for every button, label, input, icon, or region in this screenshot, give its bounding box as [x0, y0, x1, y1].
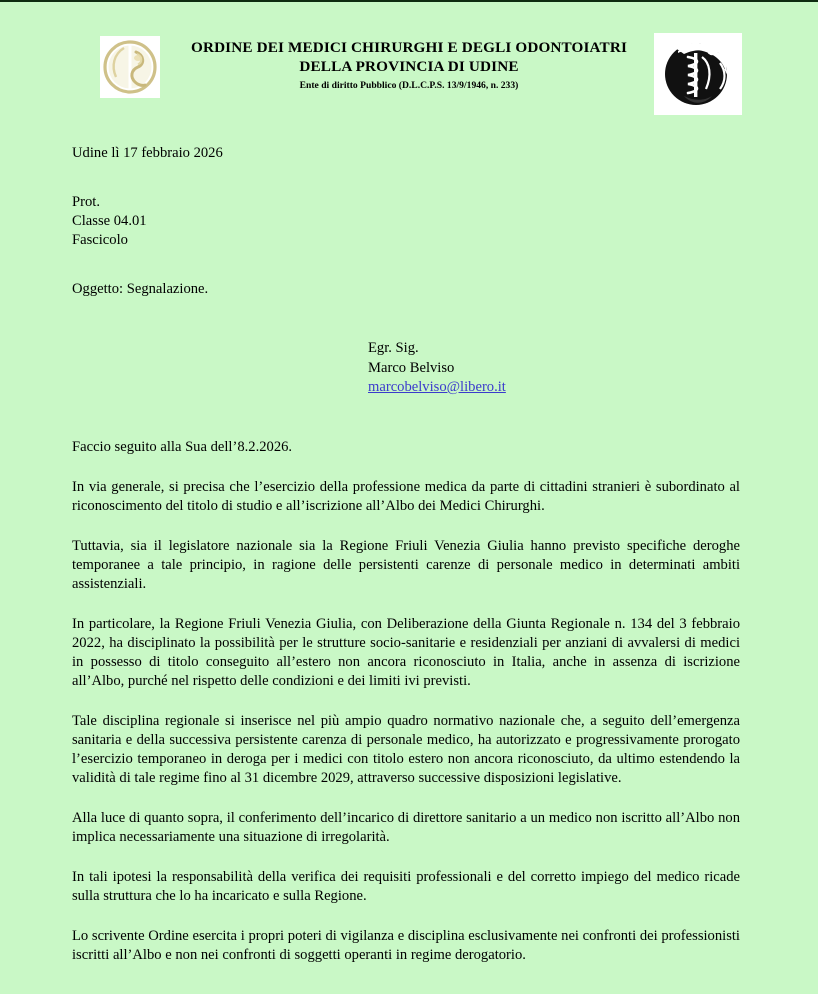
protocol-file: Fascicolo: [72, 232, 128, 249]
letter-body: [72, 132, 740, 965]
paragraph-8: Lo scrivente Ordine esercita i propri poteri di vigilanza e disciplina esclusivamente nei confronti dei professionisti iscritti all’Albo e non nei confronti di soggetti operanti in regime derogatorio.: [72, 927, 740, 963]
letterhead: [0, 2, 818, 120]
addressee-email-link[interactable]: marcobelviso@libero.it: [368, 378, 506, 395]
paragraph-4: In particolare, la Regione Friuli Venezia Giulia, con Deliberazione della Giunta Regionale n. 134 del 3 febbraio 2022, ha disciplinato la possibilità per le strutture socio-sanitarie e residenziali per anziani di avvalersi di medici in possesso di titolo conseguito all’estero non ancora riconosciuto in Italia, anche in assenza di iscrizione all’Albo, purché nel rispetto delle condizioni e dei limiti ivi previsti.: [72, 616, 740, 690]
paragraph-2: In via generale, si precisa che l’esercizio della professione medica da parte di cittadini stranieri è subordinato al riconoscimento del titolo di studio e all’iscrizione all’Albo dei Medici Chirurghi.: [72, 479, 740, 515]
paragraph-6: Alla luce di quanto sopra, il conferimento dell’incarico di direttore sanitario a un medico non iscritto all’Albo non implica necessariamente una situazione di irregolarità.: [72, 809, 740, 845]
paragraph-3: Tuttavia, sia il legislatore nazionale sia la Regione Friuli Venezia Giulia hanno previsto specifiche deroghe temporanee a tale principio, in ragione delle persistenti carenze di personale medico in determinati ambiti assistenziali.: [72, 538, 740, 593]
caduceus-emblem-icon: [654, 33, 742, 115]
paragraph-5: Tale disciplina regionale si inserisce nel più ampio quadro normativo nazionale che, a seguito dell’emergenza sanitaria e della successiva persistente carenza di personale medico, ha autorizzato e progressivamente prorogato l’esercizio temporaneo in deroga per i medici con titolo estero non ancora riconosciuto, da ultimo estendendo la validità di tale regime fino al 31 dicembre 2029, attraverso successive disposizioni legislative.: [72, 713, 740, 786]
addressee-salutation: Egr. Sig.: [368, 340, 419, 357]
subject-line: Oggetto: Segnalazione.: [72, 281, 209, 298]
protocol-class: Classe 04.01: [72, 212, 147, 229]
ordine-medici-udine-emblem-icon: [100, 36, 160, 98]
protocol-block: [72, 193, 740, 251]
paragraph-7: In tali ipotesi la responsabilità della verifica dei requisiti professionali e del corretto impiego del medico ricade sulla struttura che lo ha incaricato e sulla Regione.: [72, 868, 740, 904]
addressee-name: Marco Belviso: [368, 359, 455, 376]
protocol-number: Prot.: [72, 193, 100, 210]
org-subtitle: Ente di diritto Pubblico (D.L.C.P.S. 13/9/1946, n. 233): [299, 80, 519, 91]
date-line: Udine lì 17 febbraio 2026: [72, 145, 223, 161]
paragraph-1: Faccio seguito alla Sua dell’8.2.2026.: [72, 439, 293, 456]
letterhead-text: [168, 38, 650, 93]
org-name-line-2: DELLA PROVINCIA DI UDINE: [299, 58, 519, 75]
org-name-line-1: ORDINE DEI MEDICI CHIRURGHI E DEGLI ODONTOIATRI: [190, 39, 628, 56]
addressee-block: [368, 339, 740, 397]
